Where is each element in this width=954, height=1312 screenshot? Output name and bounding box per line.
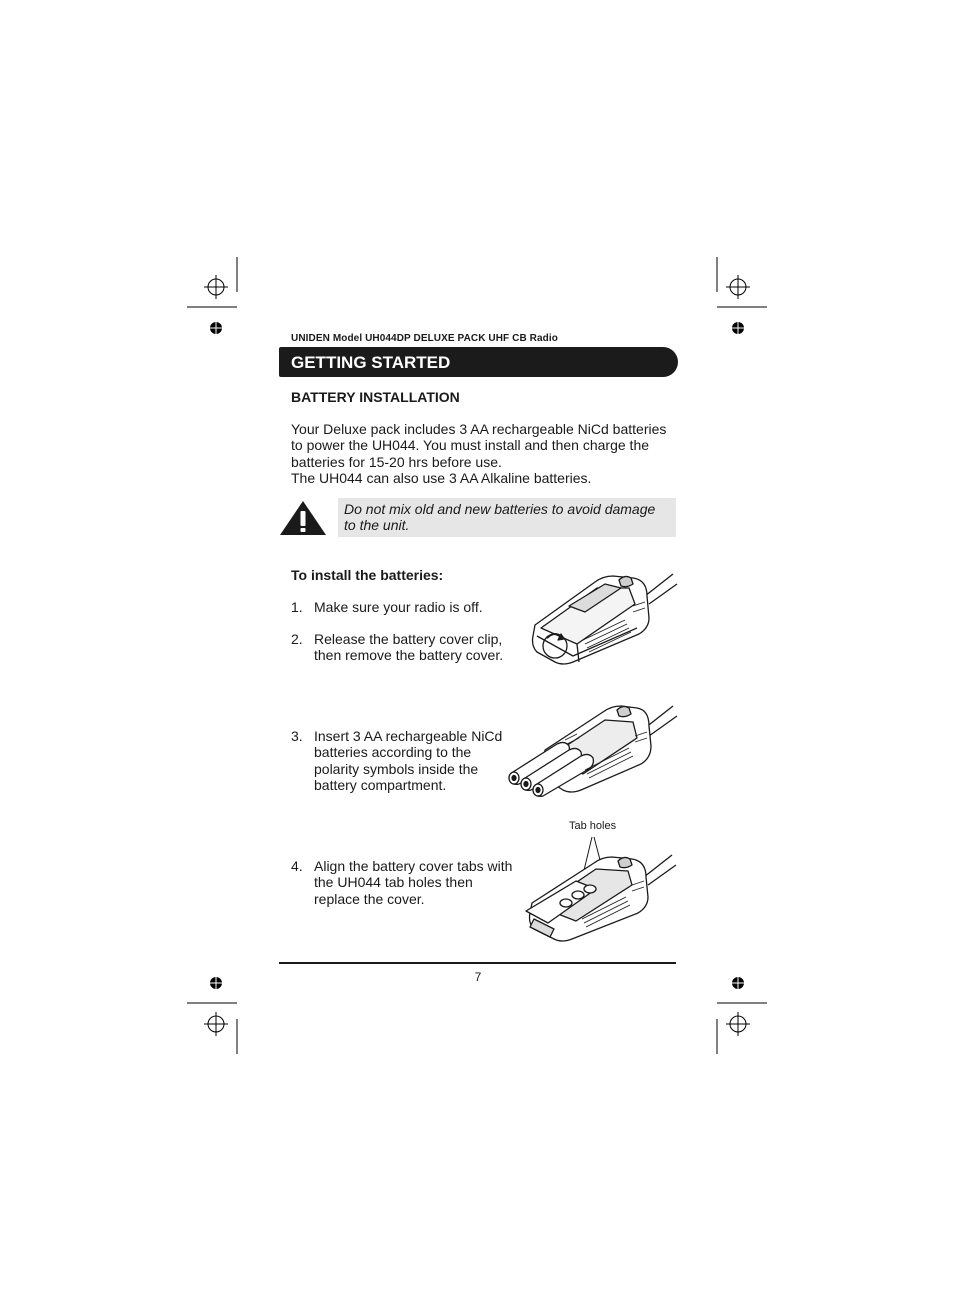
cover-replacement-illustration [520,833,680,943]
step-text: Insert 3 AA rechargeable NiCd batteries according to the polarity symbols inside the battery compartment. [314,728,503,793]
intro-paragraph: The UH044 can also use 3 AA Alkaline batteries. [291,469,592,486]
install-instructions-title: To install the batteries: [291,567,444,583]
step-text: Release the battery cover clip, then remove the battery cover. [314,631,504,664]
step-number: 1. [291,599,303,615]
step-item [291,599,516,615]
step-number: 2. [291,631,303,647]
step-text: Make sure your radio is off. [314,599,483,615]
warning-triangle-icon [279,500,327,536]
step-item [291,858,516,907]
intro-paragraph: Your Deluxe pack includes 3 AA rechargeable NiCd batteries to power the UH044. You must install and then charge the batteries for 15-20 hrs before use. [291,421,667,470]
step-item [291,631,516,664]
intro-text [291,421,671,486]
step-text: Align the battery cover tabs with the UH044 tab holes then replace the cover. [314,858,513,907]
radio-cover-release-illustration [525,570,680,670]
tab-holes-callout: Tab holes [569,820,617,832]
section-banner: GETTING STARTED [279,347,678,377]
battery-insertion-illustration [505,700,680,800]
step-number: 3. [291,728,303,744]
step-number: 4. [291,858,303,874]
footer-rule [279,962,676,964]
page-number: 7 [474,970,482,984]
caution-note: Do not mix old and new batteries to avoid damage to the unit. [338,498,676,537]
step-item [291,728,516,793]
document-header: UNIDEN Model UH044DP DELUXE PACK UHF CB Radio [291,333,558,344]
section-title: BATTERY INSTALLATION [291,389,460,405]
